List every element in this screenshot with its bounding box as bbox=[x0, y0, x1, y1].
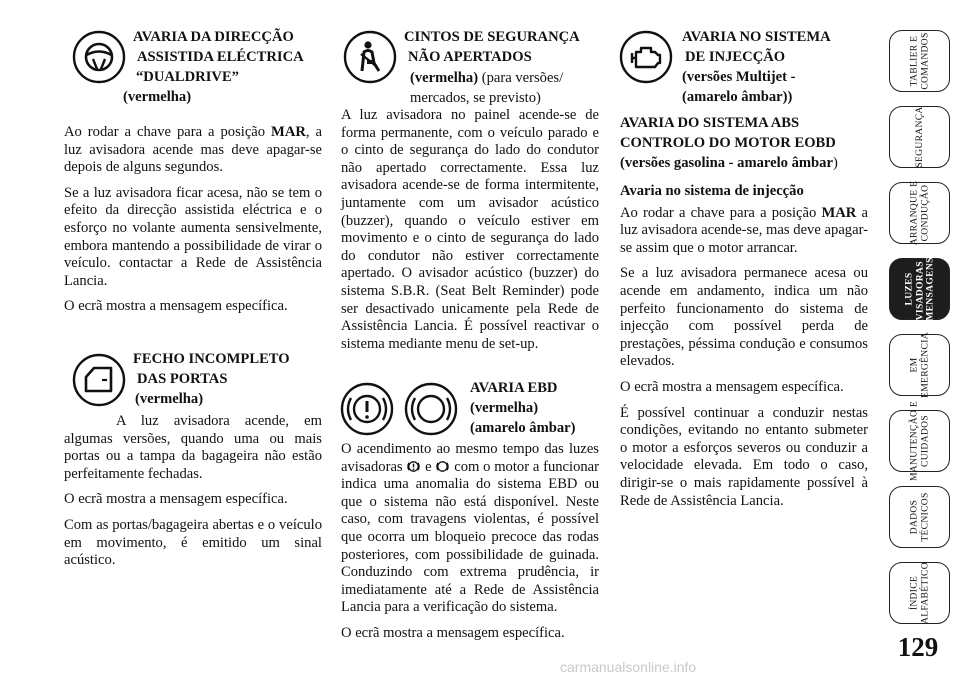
door-open-icon bbox=[72, 353, 126, 407]
abs-eobd-subheading: (versões gasolina - amarelo âmbar) bbox=[620, 155, 838, 171]
seatbelt-paragraph: A luz avisadora no painel acende-se de forma permanente, com o veículo parado e o cinto de segurança do lado do condutor não apertado correctamente. Essa luz avisadora acende-se de forma intermitente, juntamente com um avisador acústico (buzzer), quando o veículo estiver em movimento e o cinto de segurança do lado do condutor não estiver correctamente apertado. O avisador acústico (buzzer) do sistema S.B.R. (Seat Belt Reminder) pode ser desactivado unicamente pela Rede de Assistência Lancia. É possível reactivar o sistema mediante menu de set-up. bbox=[341, 107, 599, 352]
brake-warning-icon bbox=[340, 382, 394, 436]
column-3-text bbox=[620, 113, 868, 518]
tab-luzes-avisadoras-mensagens[interactable]: LUZES AVISADORAS E MENSAGENS bbox=[889, 258, 950, 320]
tab-manutencao-cuidados[interactable]: MANUTENÇÃO E CUIDADOS bbox=[889, 410, 950, 472]
abs-icon bbox=[404, 382, 458, 436]
tab-arranque-conducao[interactable]: ARRANQUE E CONDUÇÃO bbox=[889, 182, 950, 244]
seatbelt-color-note: (vermelha) (para versões/ mercados, se previsto) bbox=[410, 70, 564, 106]
tab-em-emergencia[interactable]: EM EMERGÊNCIA bbox=[889, 334, 950, 396]
engine-check-icon bbox=[619, 30, 673, 84]
steering-color-note: (vermelha) bbox=[123, 89, 192, 105]
abs-inline-icon bbox=[435, 459, 450, 474]
column-1-text bbox=[64, 124, 322, 324]
column-2-ebd-text bbox=[341, 441, 599, 651]
tab-dados-tecnicos[interactable]: DADOS TÉCNICOS bbox=[889, 486, 950, 548]
doors-paragraph-3: Com as portas/bagageira abertas e o veículo em movimento, é emitido um sinal acústico. bbox=[64, 516, 322, 569]
doors-color-note: (vermelha) bbox=[135, 391, 204, 407]
ebd-paragraph-2: O ecrã mostra a mensagem específica. bbox=[341, 624, 565, 641]
column-2-seatbelt-text bbox=[341, 107, 599, 361]
doors-paragraph-2: O ecrã mostra a mensagem específica. bbox=[64, 491, 288, 508]
injection-paragraph-4: É possível continuar a conduzir nestas condições, evitando no entanto submeter o motor a esforços severos ou conduzir a velocidade elevada. Em todo o caso, dirigir-se o mais rapidamente possível à Rede de Assistência Lancia. bbox=[620, 404, 868, 509]
injection-paragraph-2: Se a luz avisadora permanece acesa ou acende em andamento, indica um não perfeito funcionamento do sistema de injecção com possível perda de prestações, péssima condução e consumos elevados. bbox=[620, 265, 868, 370]
page-number: 129 bbox=[897, 632, 939, 662]
injection-paragraph-3: O ecrã mostra a mensagem específica. bbox=[620, 378, 844, 395]
steering-paragraph-1: Ao rodar a chave para a posição MAR, a luz avisadora acende mas deve apagar-se depois de alguns segundos. bbox=[64, 124, 322, 176]
tab-tablier-comandos[interactable]: TABLIER E COMANDOS bbox=[889, 30, 950, 92]
brake-warning-inline-icon bbox=[406, 459, 421, 474]
doors-paragraph-1: A luz avisadora acende, em algumas versões, quando uma ou mais portas ou a tampa da bagageira não estão perfeitamente fechadas. bbox=[64, 413, 322, 482]
abs-eobd-heading: AVARIA DO SISTEMA ABS CONTROLO DO MOTOR EOBD bbox=[620, 115, 836, 151]
seatbelt-icon bbox=[343, 30, 397, 84]
ebd-warning-title: AVARIA EBD (vermelha) (amarelo âmbar) bbox=[470, 380, 576, 436]
steering-paragraph-2: Se a luz avisadora ficar acesa, não se tem o efeito da direcção assistida eléctrica e o esforço no volante aumenta sensivelmente, embora mantendo a possibilidade de virar o veículo. contactar a Rede de Assistência Lancia. bbox=[64, 184, 322, 289]
column-1-doors-text bbox=[64, 413, 322, 578]
tab-indice-alfabetico[interactable]: ÍNDICE ALFABÉTICO bbox=[889, 562, 950, 624]
tab-seguranca[interactable]: SEGURANÇA bbox=[889, 106, 950, 168]
doors-warning-title: FECHO INCOMPLETO DAS PORTAS bbox=[133, 351, 290, 387]
steering-wheel-icon bbox=[72, 30, 126, 84]
ebd-paragraph-1: O acendimento ao mesmo tempo das luzes avisadoras e com o motor a funcionar indica uma anomalia do sistema EBD ou que o sistema não está disponível. Neste caso, com travagens violentas, é possível que ocorra um bloqueio precoce das rodas posteriores, com possibilidade de guinada. Conduzindo com extrema prudência, ir imediatamente até a Rede de Assistência Lancia para a verificação do sistema. bbox=[341, 441, 600, 616]
injection-section-heading: Avaria no sistema de injecção bbox=[620, 183, 804, 199]
steering-warning-title: AVARIA DA DIRECÇÃO ASSISTIDA ELÉCTRICA “DUALDRIVE” bbox=[133, 29, 304, 85]
steering-paragraph-3: O ecrã mostra a mensagem específica. bbox=[64, 298, 288, 315]
injection-paragraph-1: Ao rodar a chave para a posição MAR a luz avisadora acende-se, mas deve apagar-se assim que o motor arrancar. bbox=[620, 204, 868, 256]
seatbelt-warning-title: CINTOS DE SEGURANÇA NÃO APERTADOS bbox=[404, 29, 580, 65]
watermark: carmanualsonline.info bbox=[560, 659, 697, 675]
injection-warning-title: AVARIA NO SISTEMA DE INJECÇÃO (versões Multijet - (amarelo âmbar)) bbox=[682, 29, 831, 105]
